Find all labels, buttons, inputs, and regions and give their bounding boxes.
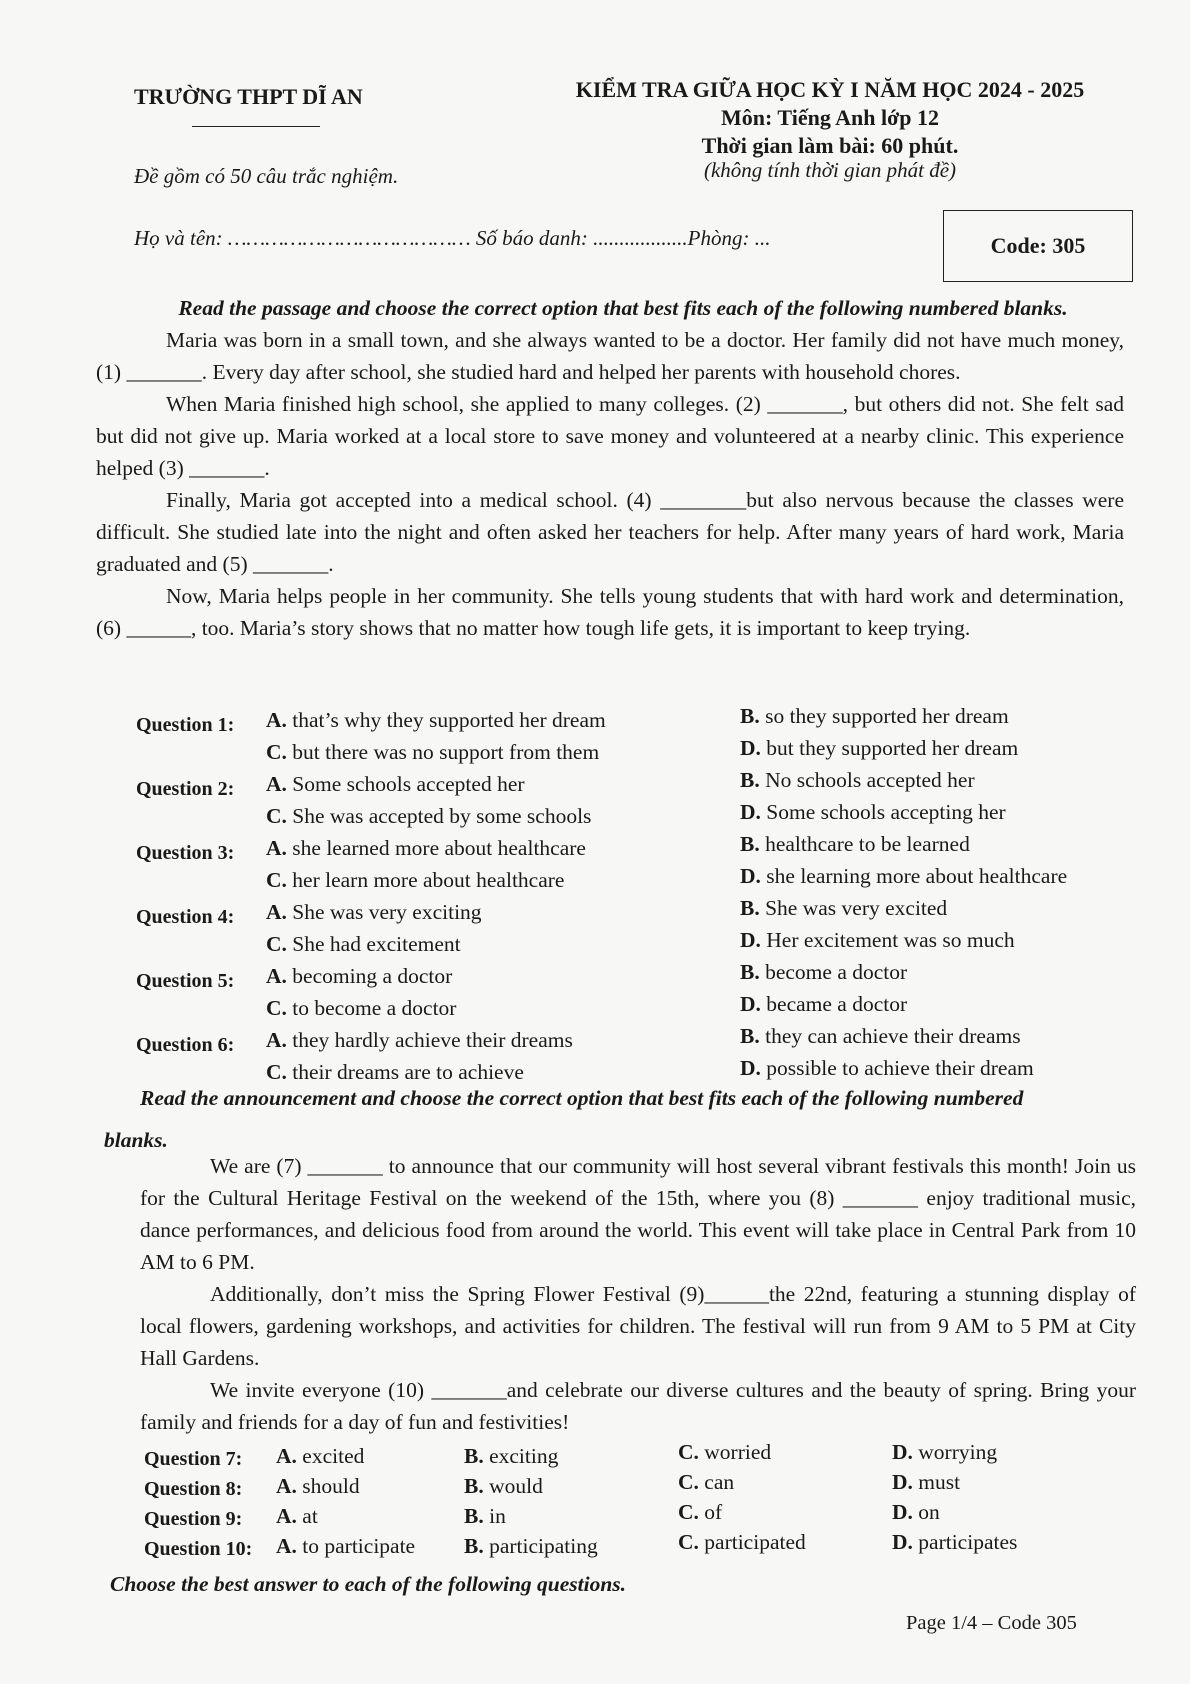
option-text: in (489, 1504, 506, 1528)
option-text: but there was no support from them (292, 740, 600, 764)
option-letter: A. (266, 836, 287, 860)
option-text: Her excitement was so much (766, 928, 1015, 952)
option-a (266, 1028, 573, 1053)
option-text: participates (918, 1530, 1018, 1554)
option-letter: C. (266, 996, 287, 1020)
option-letter: D. (892, 1500, 913, 1524)
section2-instruction-cont: blanks. (104, 1128, 168, 1152)
option-letter: D. (740, 864, 761, 888)
option-letter: B. (740, 704, 760, 728)
exam-title: KIỂM TRA GIỮA HỌC KỲ I NĂM HỌC 2024 - 2025 (575, 77, 1085, 102)
option-c (266, 740, 599, 765)
option-letter: A. (266, 964, 287, 988)
option-text: so they supported her dream (765, 704, 1009, 728)
option-b (464, 1474, 543, 1499)
option-b (464, 1444, 558, 1469)
option-a (276, 1534, 415, 1559)
exam-duration-note: (không tính thời gian phát đề) (703, 158, 957, 182)
question-label: Question 9: (144, 1508, 243, 1530)
question-label: Question 4: (136, 906, 235, 928)
option-d (740, 800, 1006, 825)
option-text: she learned more about healthcare (292, 836, 586, 860)
option-text: participating (489, 1534, 598, 1558)
option-b (740, 960, 907, 985)
option-c (678, 1470, 734, 1495)
option-text: possible to achieve their dream (766, 1056, 1034, 1080)
exam-header (540, 76, 1120, 160)
question-label: Question 6: (136, 1034, 235, 1056)
option-text: their dreams are to achieve (292, 1060, 524, 1084)
option-letter: B. (740, 1024, 760, 1048)
option-text: becoming a doctor (292, 964, 453, 988)
question-label: Question 5: (136, 970, 235, 992)
exam-duration: Thời gian làm bài: 60 phút. (701, 133, 959, 158)
option-text: must (918, 1470, 961, 1494)
option-c (266, 996, 456, 1021)
option-letter: D. (740, 736, 761, 760)
option-text: she learning more about healthcare (766, 864, 1068, 888)
option-letter: A. (266, 900, 287, 924)
option-letter: B. (464, 1444, 484, 1468)
option-a (266, 772, 525, 797)
option-c (266, 804, 591, 829)
option-letter: D. (892, 1530, 913, 1554)
question-label: Question 10: (144, 1538, 253, 1560)
option-a (276, 1504, 318, 1529)
option-a (266, 900, 482, 925)
option-letter: A. (276, 1474, 297, 1498)
option-a (266, 836, 586, 861)
option-text: would (489, 1474, 543, 1498)
option-c (678, 1500, 722, 1525)
option-text: but they supported her dream (766, 736, 1019, 760)
option-letter: B. (740, 960, 760, 984)
option-b (464, 1504, 506, 1529)
option-letter: A. (276, 1504, 297, 1528)
option-text: Some schools accepting her (766, 800, 1006, 824)
option-letter: D. (892, 1440, 913, 1464)
option-letter: D. (740, 800, 761, 824)
option-d (892, 1470, 960, 1495)
question-label: Question 2: (136, 778, 235, 800)
option-d (740, 992, 907, 1017)
option-letter: B. (740, 896, 760, 920)
option-d (892, 1500, 940, 1525)
option-letter: C. (678, 1440, 699, 1464)
option-letter: C. (266, 740, 287, 764)
option-text: excited (302, 1444, 365, 1468)
option-letter: C. (678, 1500, 699, 1524)
option-letter: C. (678, 1530, 699, 1554)
option-letter: B. (464, 1474, 484, 1498)
exam-code-box (943, 210, 1133, 282)
passage-2 (140, 1150, 1136, 1438)
option-letter: C. (678, 1470, 699, 1494)
option-text: worrying (918, 1440, 998, 1464)
option-letter: A. (276, 1444, 297, 1468)
option-b (740, 1024, 1021, 1049)
passage-1-paragraph: When Maria finished high school, she applied to many colleges. (2) _______, but others did not. She felt sad but did not give up. Maria worked at a local store to save money and volunteered at a nearby clinic. This experience helped (3) _______. (96, 392, 1124, 480)
school-underline (192, 126, 320, 127)
option-a (276, 1474, 360, 1499)
option-c (266, 1060, 524, 1085)
option-text: they can achieve their dreams (765, 1024, 1021, 1048)
section3-instruction: Choose the best answer to each of the following questions. (110, 1572, 627, 1596)
option-text: at (302, 1504, 318, 1528)
option-text: should (302, 1474, 360, 1498)
option-a (266, 964, 452, 989)
option-letter: C. (266, 1060, 287, 1084)
passage-2-paragraph: We invite everyone (10) _______and celebrate our diverse cultures and the beauty of spring. Bring your family and friends for a day of fun and festivities! (140, 1378, 1136, 1434)
option-text: to participate (302, 1534, 416, 1558)
option-text: can (704, 1470, 735, 1494)
option-b (464, 1534, 598, 1559)
option-a (266, 708, 606, 733)
exam-code: Code: 305 (990, 233, 1086, 258)
page-footer: Page 1/4 – Code 305 (906, 1612, 1077, 1634)
option-letter: C. (266, 932, 287, 956)
option-letter: A. (276, 1534, 297, 1558)
option-d (740, 864, 1067, 889)
option-letter: B. (740, 832, 760, 856)
question-label: Question 3: (136, 842, 235, 864)
option-text: exciting (489, 1444, 559, 1468)
option-text: her learn more about healthcare (292, 868, 565, 892)
option-text: they hardly achieve their dreams (292, 1028, 573, 1052)
passage-2-paragraph: Additionally, don’t miss the Spring Flower Festival (9)______the 22nd, featuring a stunning display of local flowers, gardening workshops, and activities for children. The festival will run from 9 AM to 5 PM at City Hall Gardens. (140, 1282, 1136, 1370)
option-letter: D. (740, 1056, 761, 1080)
option-text: She had excitement (292, 932, 461, 956)
section2-instruction: Read the announcement and choose the correct option that best fits each of the following numbered (140, 1086, 1024, 1110)
option-d (740, 1056, 1034, 1081)
option-letter: D. (892, 1470, 913, 1494)
passage-1-paragraph: Now, Maria helps people in her community. She tells young students that with hard work and determination, (6) ______, too. Maria’s story shows that no matter how tough life gets, it is important to keep trying. (96, 584, 1124, 640)
option-letter: B. (464, 1534, 484, 1558)
passage-1-paragraph: Finally, Maria got accepted into a medical school. (4) ________but also nervous because the classes were difficult. She studied late into the night and often asked her teachers for help. After many years of hard work, Maria graduated and (5) _______. (96, 488, 1124, 576)
passage-2-paragraph: We are (7) _______ to announce that our community will host several vibrant festivals this month! Join us for the Cultural Heritage Festival on the weekend of the 15th, where you (8) _______ enjoy traditional music, dance performances, and delicious food from around the world. This event will take place in Central Park from 10 AM to 6 PM. (140, 1154, 1136, 1274)
option-b (740, 768, 975, 793)
option-d (740, 736, 1018, 761)
question-label: Question 7: (144, 1448, 243, 1470)
option-letter: C. (266, 868, 287, 892)
exam-subject: Môn: Tiếng Anh lớp 12 (721, 105, 939, 130)
school-name: TRƯỜNG THPT DĨ AN (134, 84, 363, 109)
option-d (892, 1440, 997, 1465)
option-text: became a doctor (766, 992, 908, 1016)
option-letter: A. (266, 708, 287, 732)
option-c (678, 1530, 806, 1555)
option-c (266, 932, 461, 957)
question-label: Question 8: (144, 1478, 243, 1500)
option-letter: A. (266, 772, 287, 796)
option-b (740, 896, 947, 921)
option-text: participated (704, 1530, 806, 1554)
option-text: become a doctor (765, 960, 908, 984)
option-b (740, 704, 1009, 729)
option-d (740, 928, 1015, 953)
section1-instruction: Read the passage and choose the correct option that best fits each of the following numbered blanks. (178, 296, 1068, 320)
option-letter: B. (740, 768, 760, 792)
option-letter: D. (740, 992, 761, 1016)
option-c (678, 1440, 771, 1465)
test-info: Đề gồm có 50 câu trắc nghiệm. (134, 164, 399, 188)
option-text: to become a doctor (292, 996, 457, 1020)
option-c (266, 868, 564, 893)
student-info-line: Họ và tên: ………………………………… Số báo danh: ..................Phòng: ... (134, 226, 771, 250)
option-text: She was accepted by some schools (292, 804, 592, 828)
question-label: Question 1: (136, 714, 235, 736)
option-text: She was very excited (765, 896, 948, 920)
option-letter: D. (740, 928, 761, 952)
option-text: healthcare to be learned (765, 832, 970, 856)
option-text: worried (704, 1440, 772, 1464)
option-text: Some schools accepted her (292, 772, 525, 796)
passage-1-paragraph: Maria was born in a small town, and she always wanted to be a doctor. Her family did not have much money, (1) _______. Every day after school, she studied hard and helped her parents with household chores. (96, 328, 1124, 384)
passage-1 (96, 324, 1124, 644)
option-letter: A. (266, 1028, 287, 1052)
option-text: She was very exciting (292, 900, 482, 924)
option-letter: B. (464, 1504, 484, 1528)
option-b (740, 832, 970, 857)
option-text: No schools accepted her (765, 768, 975, 792)
option-text: of (704, 1500, 723, 1524)
option-text: on (918, 1500, 940, 1524)
option-letter: C. (266, 804, 287, 828)
option-text: that’s why they supported her dream (292, 708, 606, 732)
option-a (276, 1444, 364, 1469)
option-d (892, 1530, 1017, 1555)
